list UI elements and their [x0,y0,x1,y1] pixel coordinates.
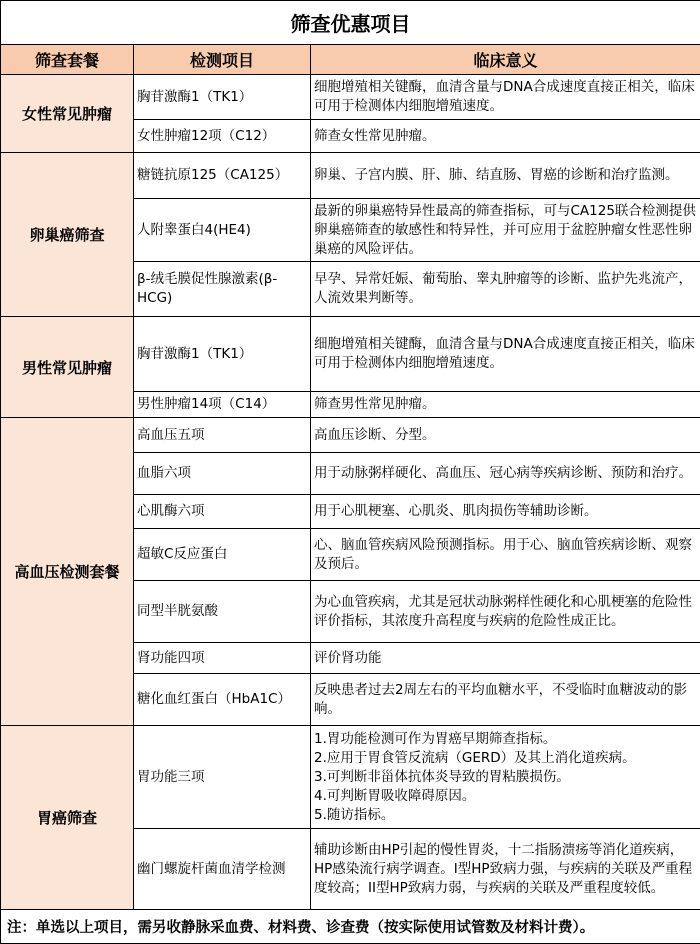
header-item: 检测项目 [134,45,311,75]
significance-cell: 为心血管疾病，尤其是冠状动脉粥样性硬化和心肌梗塞的危险性评价指标，其浓度升高程度与疾病的危险性成正比。 [311,581,700,643]
item-cell: 同型半胱氨酸 [134,581,311,643]
significance-cell: 心、脑血管疾病风险预测指标。用于心、脑血管疾病诊断、观察及预后。 [311,529,700,581]
significance-line: 1.胃功能检测可作为胃癌早期筛查指标。 [314,730,696,749]
table-row [1,317,700,392]
package-cell: 女性常见肿瘤 [1,75,134,153]
page-title: 筛查优惠项目 [1,1,700,45]
item-cell: 肾功能四项 [134,643,311,674]
item-cell: 胃功能三项 [134,726,311,829]
significance-cell: 卵巢、子宫内膜、肝、肺、结直肠、胃癌的诊断和治疗监测。 [311,153,700,199]
significance-cell: 高血压诊断、分型。 [311,418,700,453]
table-row [1,153,700,199]
significance-line: 3.可判断非甾体抗体炎导致的胃粘膜损伤。 [314,768,696,787]
item-cell: 胸苷激酶1（TK1） [134,317,311,392]
package-cell: 高血压检测套餐 [1,418,134,726]
significance-cell [311,726,700,829]
item-cell: 女性肿瘤12项（C12） [134,120,311,153]
item-cell: 胸苷激酶1（TK1） [134,75,311,120]
significance-line: 2.应用于胃食管反流病（GERD）及其上消化道疾病。 [314,749,696,768]
item-cell: 人附睾蛋白4(HE4) [134,199,311,262]
significance-cell: 筛查男性常见肿瘤。 [311,392,700,418]
package-cell: 胃癌筛查 [1,726,134,910]
significance-cell: 评价肾功能 [311,643,700,674]
item-cell: 糖化血红蛋白（HbA1C） [134,674,311,726]
header-package: 筛查套餐 [1,45,134,75]
item-cell: 心肌酶六项 [134,495,311,529]
significance-cell: 最新的卵巢癌特异性最高的筛查指标，可与CA125联合检测提供卵巢癌筛查的敏感性和特异性，并可应用于盆腔肿瘤女性恶性卵巢癌的风险评估。 [311,199,700,262]
significance-cell: 辅助诊断由HP引起的慢性胃炎，十二指肠溃疡等消化道疾病，HP感染流行病学调查。I型HP致病力强，与疾病的关联及严重程度较高；II型HP致病力弱，与疾病的关联及严重程度较低。 [311,829,700,910]
significance-cell: 用于心肌梗塞、心肌炎、肌肉损伤等辅助诊断。 [311,495,700,529]
significance-cell: 细胞增殖相关键酶，血清含量与DNA合成速度直接正相关，临床可用于检测体内细胞增殖速度。 [311,317,700,392]
item-cell: 高血压五项 [134,418,311,453]
item-cell: 幽门螺旋杆菌血清学检测 [134,829,311,910]
item-cell: 糖链抗原125（CA125） [134,153,311,199]
significance-line: 4.可判断胃吸收障碍原因。 [314,787,696,806]
item-cell: 血脂六项 [134,453,311,495]
package-cell: 卵巢癌筛查 [1,153,134,317]
significance-cell: 细胞增殖相关键酶，血清含量与DNA合成速度直接正相关，临床可用于检测体内细胞增殖速度。 [311,75,700,120]
significance-cell: 早孕、异常妊娠、葡萄胎、睾丸肿瘤等的诊断、监护先兆流产，人流效果判断等。 [311,262,700,317]
item-cell: β-绒毛膜促性腺激素(β-HCG) [134,262,311,317]
table-row [1,726,700,829]
item-cell: 超敏C反应蛋白 [134,529,311,581]
footnote: 注：单选以上项目，需另收静脉采血费、材料费、诊查费（按实际使用试管数及材料计费）。 [1,910,700,944]
significance-line: 5.随访指标。 [314,806,696,825]
table-row [1,75,700,120]
significance-cell: 用于动脉粥样硬化、高血压、冠心病等疾病诊断、预防和治疗。 [311,453,700,495]
significance-cell: 反映患者过去2周左右的平均血糖水平，不受临时血糖波动的影响。 [311,674,700,726]
header-significance: 临床意义 [311,45,700,75]
package-cell: 男性常见肿瘤 [1,317,134,418]
item-cell: 男性肿瘤14项（C14） [134,392,311,418]
significance-cell: 筛查女性常见肿瘤。 [311,120,700,153]
table-row [1,418,700,453]
